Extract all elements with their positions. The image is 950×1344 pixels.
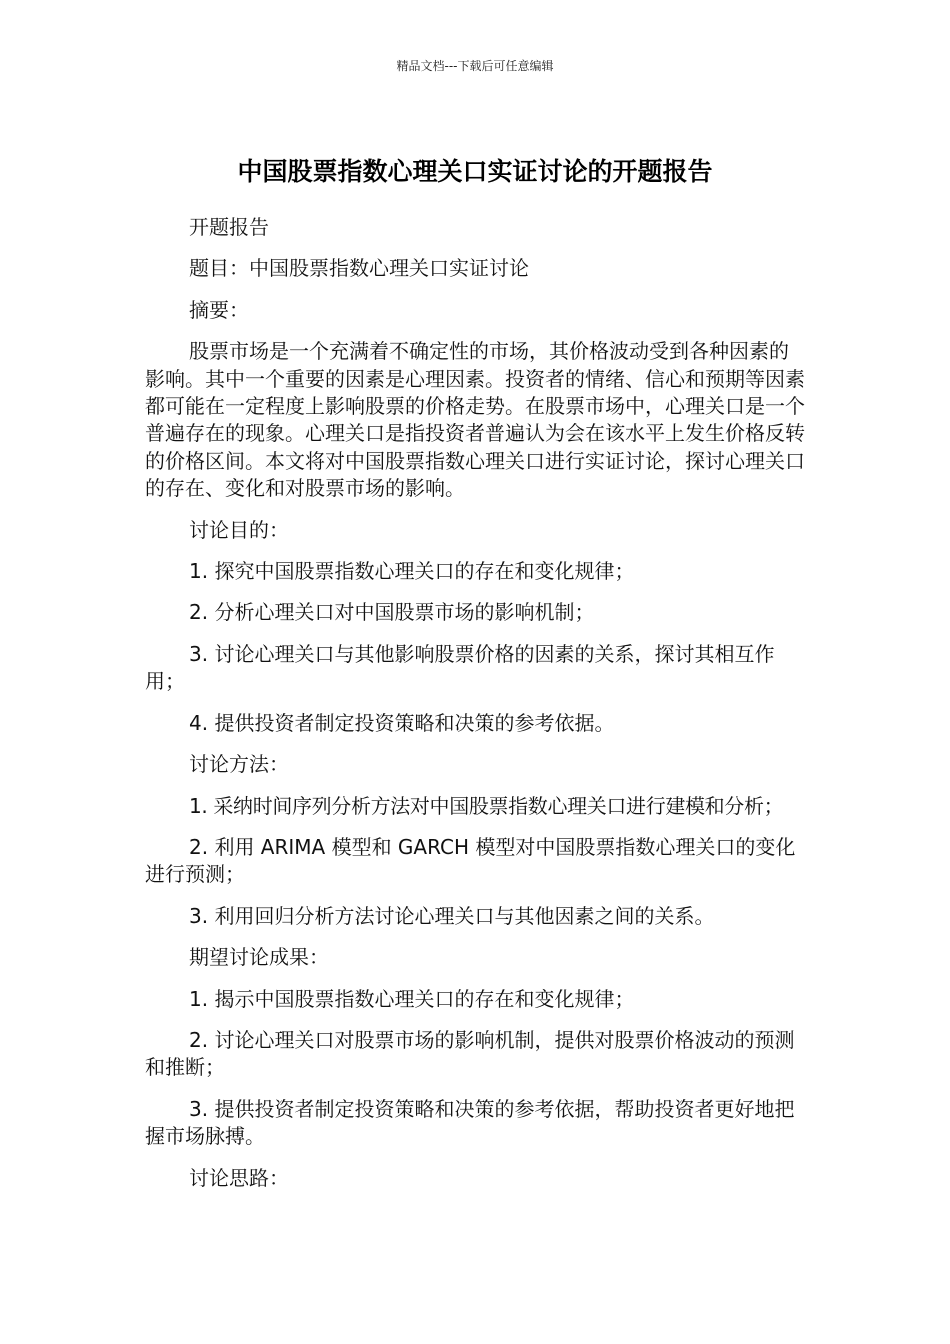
document-title: 中国股票指数心理关口实证讨论的开题报告 [237,156,713,186]
paragraph-report-label: 开题报告 [189,215,269,239]
paragraph-approach-heading: 讨论思路： [189,1165,289,1190]
paragraph-purpose-item-2: 2. 分析心理关口对中国股票市场的影响机制； [189,600,595,625]
paragraph-method-item-2: 2. 利用 ARIMA 模型和 GARCH 模型对中国股票指数心理关口的变化进行预测； [145,834,796,887]
paragraph-purpose-item-4: 4. 提供投资者制定投资策略和决策的参考依据。 [189,710,615,735]
paragraph-method-item-3: 3. 利用回归分析方法讨论心理关口与其他因素之间的关系。 [189,903,715,928]
paragraph-results-heading: 期望讨论成果： [189,945,329,970]
page-header: 精品文档---下载后可任意编辑 [396,59,554,73]
paragraph-topic: 题目：中国股票指数心理关口实证讨论 [189,256,529,281]
document-body [145,214,807,1206]
paragraph-results-item-1: 1. 揭示中国股票指数心理关口的存在和变化规律； [189,986,635,1011]
paragraph-purpose-heading: 讨论目的： [189,517,289,542]
paragraph-method-item-1: 1. 采纳时间序列分析方法对中国股票指数心理关口进行建模和分析； [189,793,784,818]
paragraph-abstract-body: 股票市场是一个充满着不确定性的市场，其价格波动受到各种因素的影响。其中一个重要的因素是心理因素。投资者的情绪、信心和预期等因素都可能在一定程度上影响股票的价格走势。在股票市场中，心理关口是一个普遍存在的现象。心理关口是指投资者普遍认为会在该水平上发生价格反转的价格区间。本文将对中国股票指数心理关口进行实证讨论，探讨心理关口的存在、变化和对股票市场的影响。 [145,339,805,501]
paragraph-results-item-2: 2. 讨论心理关口对股票市场的影响机制，提供对股票价格波动的预测和推断； [145,1027,795,1080]
paragraph-abstract-heading: 摘要： [189,297,249,322]
paragraph-purpose-item-3: 3. 讨论心理关口与其他影响股票价格的因素的关系，探讨其相互作用； [145,641,775,694]
paragraph-purpose-item-1: 1. 探究中国股票指数心理关口的存在和变化规律； [189,559,635,584]
paragraph-method-heading: 讨论方法： [189,752,289,777]
paragraph-results-item-3: 3. 提供投资者制定投资策略和决策的参考依据，帮助投资者更好地把握市场脉搏。 [145,1096,795,1149]
